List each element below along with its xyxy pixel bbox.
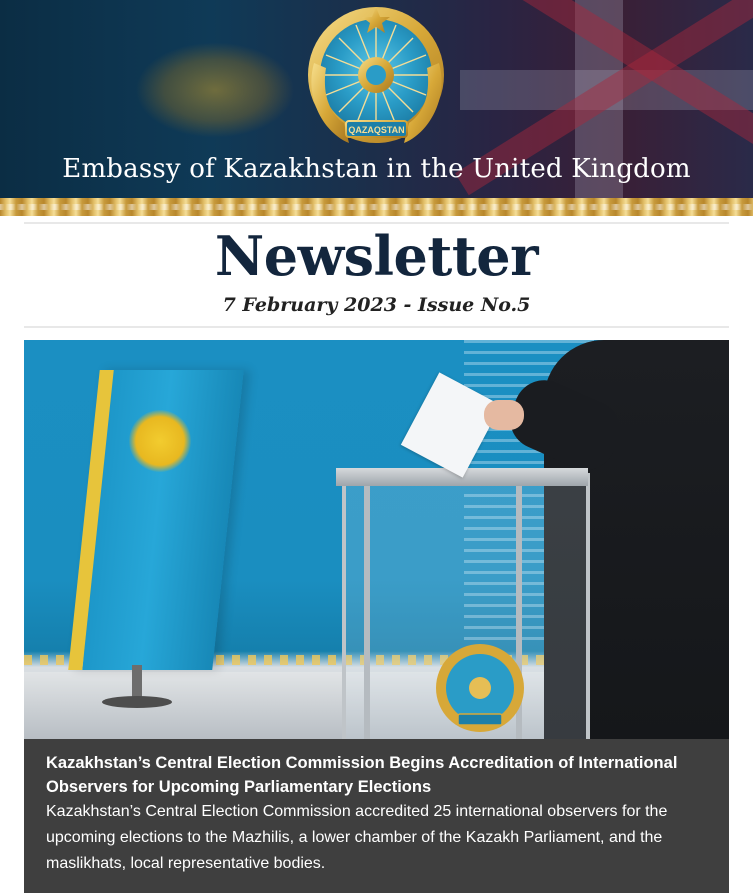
ballot-box-leg bbox=[364, 480, 370, 739]
issue-date-line: 7 February 2023 - Issue No.5 bbox=[222, 294, 531, 316]
kazakhstan-coat-of-arms-icon bbox=[304, 3, 449, 158]
ornament-band bbox=[0, 198, 753, 216]
kazakhstan-flag-sun-icon bbox=[135, 42, 295, 138]
article-photo[interactable] bbox=[24, 340, 729, 739]
voter-hand bbox=[484, 400, 524, 430]
flag-base bbox=[102, 696, 172, 708]
newsletter-title: Newsletter bbox=[214, 224, 539, 288]
ballot-box-emblem-icon bbox=[432, 640, 528, 736]
article-summary: Kazakhstan’s Central Election Commission accredited 25 international observers for the upcoming elections to the Mazhilis, a lower chamber of the Kazakh Parliament, and the maslikhats, local representative bodies. bbox=[46, 803, 668, 872]
divider-bottom bbox=[24, 326, 729, 328]
article-caption[interactable] bbox=[24, 739, 729, 893]
article-headline[interactable]: Kazakhstan’s Central Election Commission Begins Accreditation of International Observers for Upcoming Parliamentary Elections bbox=[46, 754, 678, 796]
emblem-label: QAZAQSTAN bbox=[348, 125, 405, 135]
embassy-title: Embassy of Kazakhstan in the United Kingdom bbox=[62, 154, 691, 184]
flag-sun-icon bbox=[129, 410, 191, 472]
header-banner bbox=[0, 0, 753, 198]
